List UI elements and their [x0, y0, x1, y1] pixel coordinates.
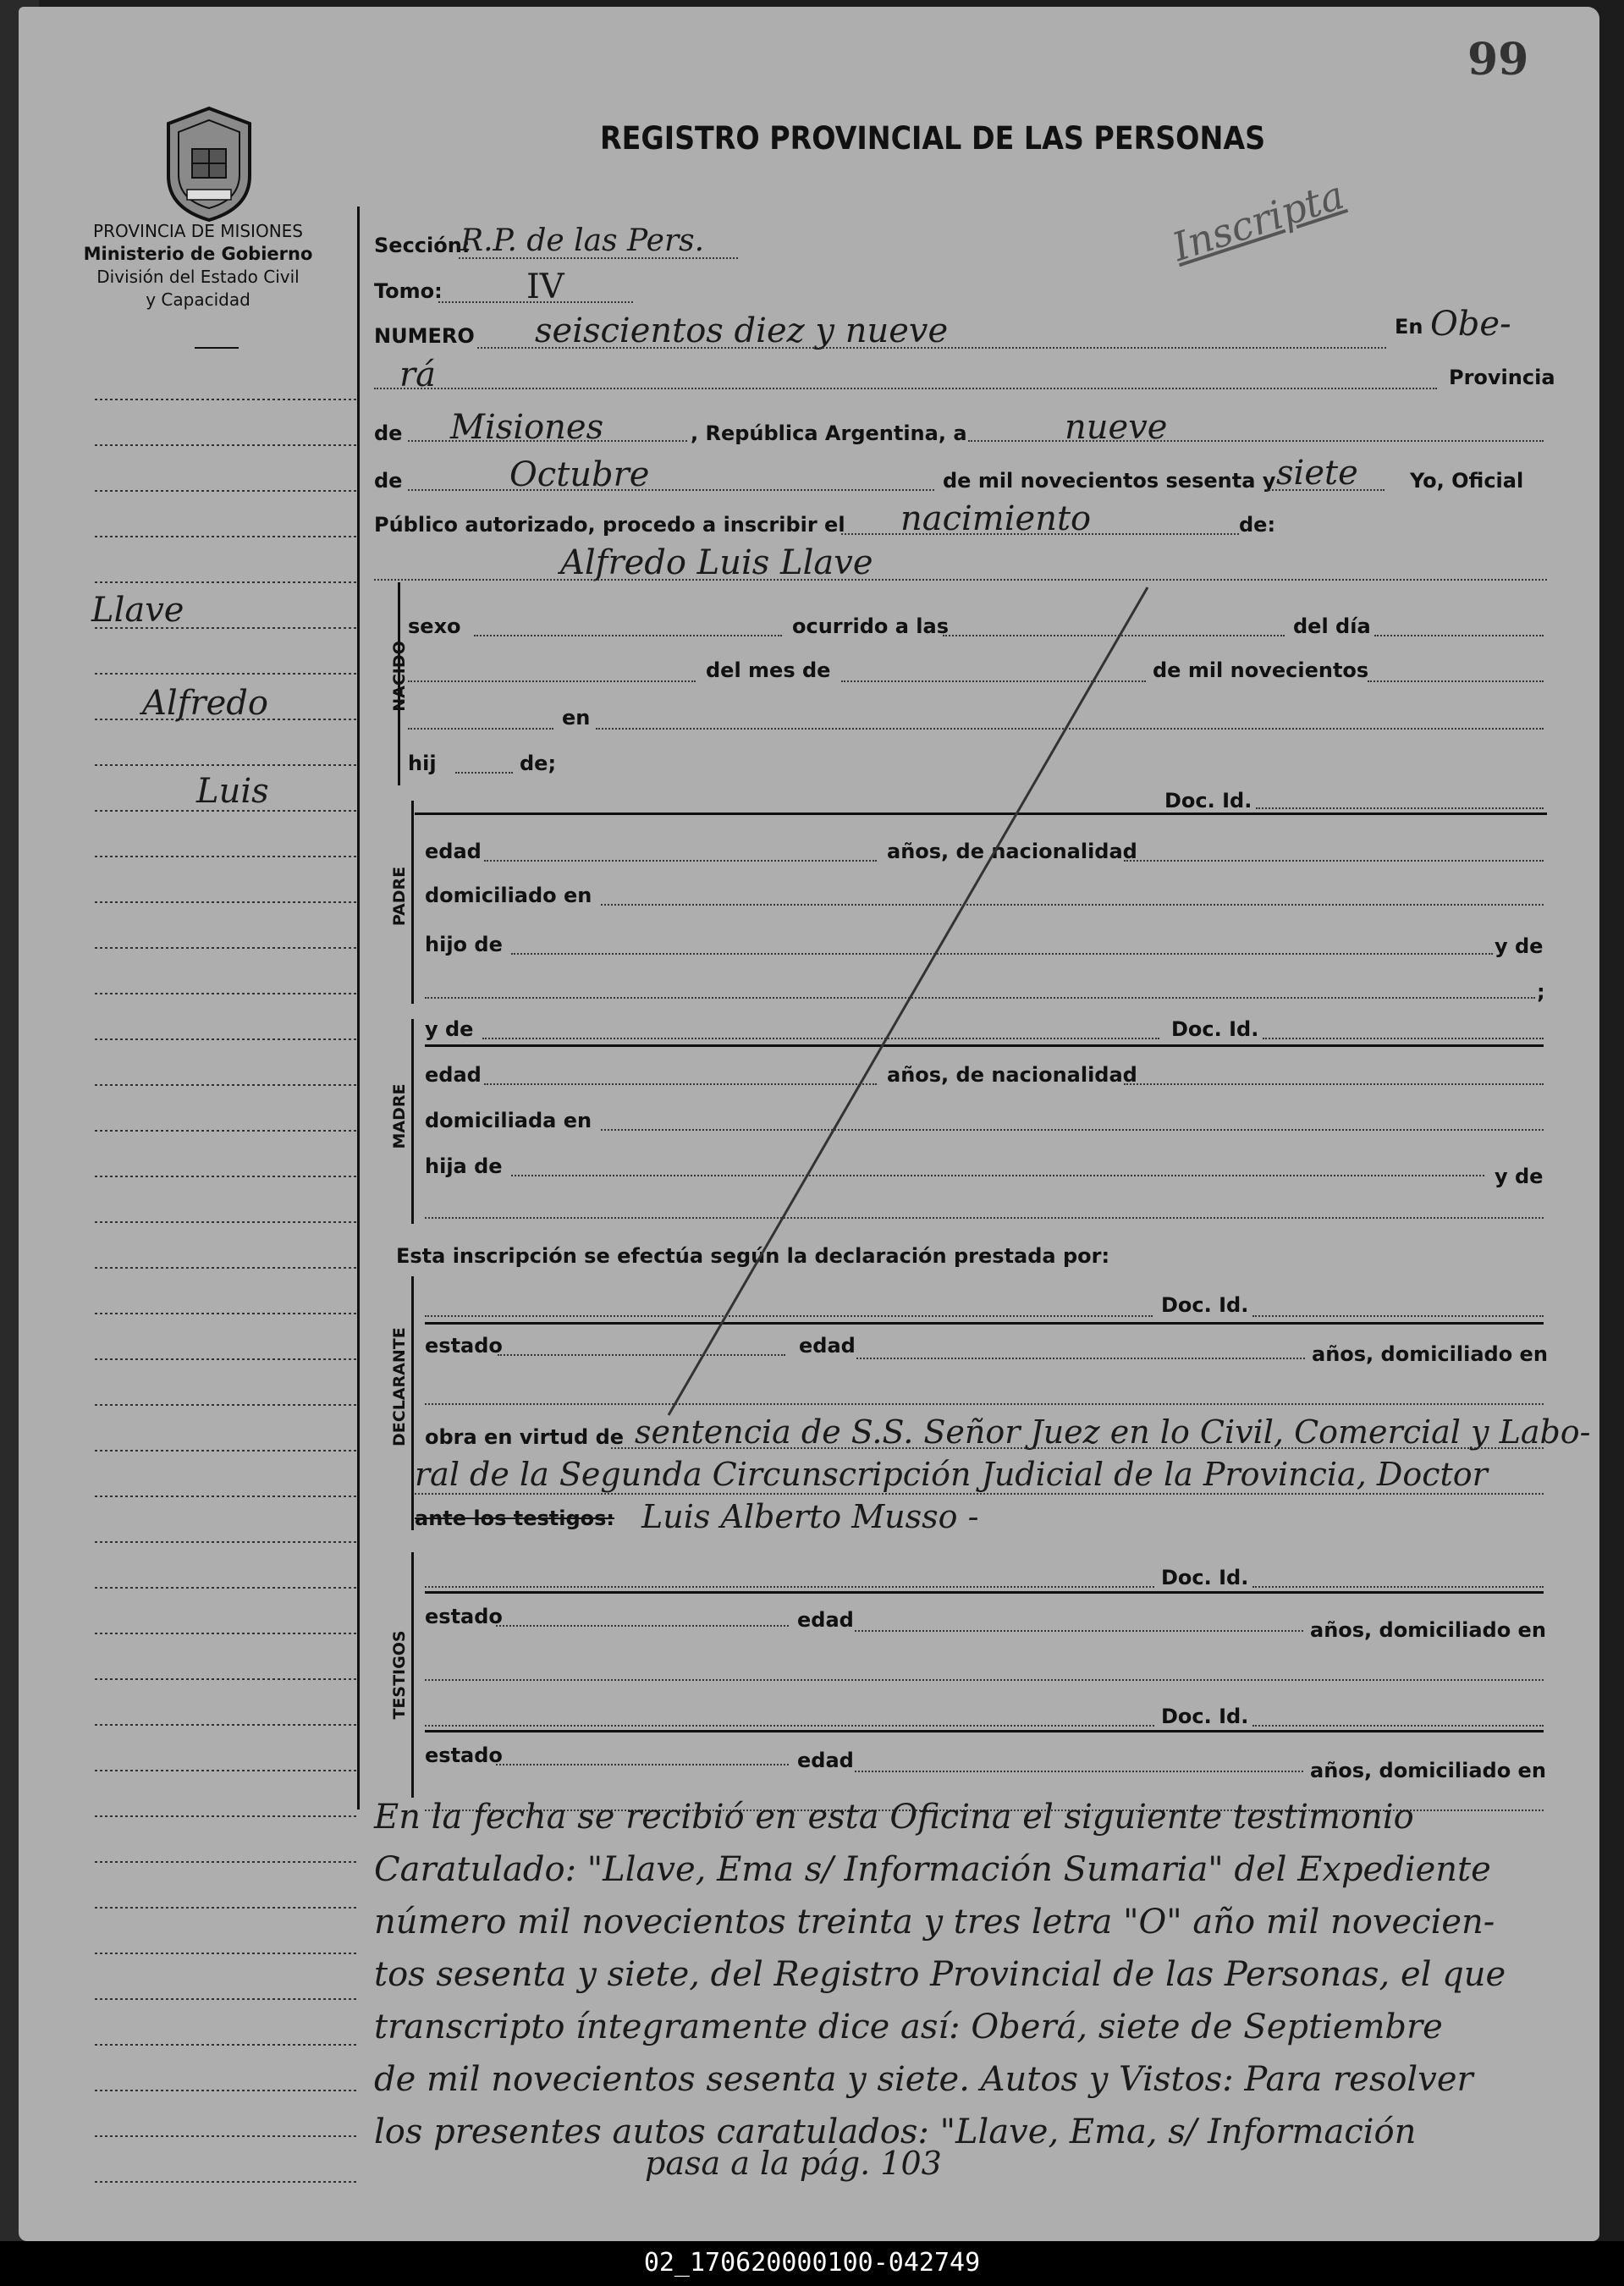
margin-surname: Llave: [91, 591, 184, 630]
mes-value: Octubre: [509, 455, 650, 494]
en-value: Obe-: [1430, 305, 1511, 344]
testigo2-edad-label: edad: [797, 1749, 854, 1772]
acto-de-label: de:: [1239, 513, 1276, 537]
note-line-2: Caratulado: "Llave, Ema s/ Información Sumaria" del Expediente: [374, 1850, 1491, 1889]
de-hij-label: de;: [520, 752, 557, 775]
testigo1-estado-label: estado: [425, 1605, 503, 1628]
scan-footer: [0, 2241, 1624, 2286]
testigo2-anios-label: años, domiciliado en: [1310, 1759, 1546, 1782]
ministry-name: Ministerio de Gobierno: [83, 244, 313, 264]
publico-label: Público autorizado, procedo a inscribir el: [374, 513, 845, 537]
madre-y-de-label-2: y de: [1495, 1165, 1544, 1188]
padre-domicilio-label: domiciliado en: [425, 884, 592, 907]
de-label-2: de: [374, 469, 403, 493]
margin-middle-name: Luis: [196, 772, 269, 811]
inscripta-stamp: Inscripta: [1166, 171, 1350, 271]
declarante-anios-label: años, domiciliado en: [1312, 1342, 1548, 1366]
padre-y-de-label: y de: [1495, 934, 1544, 958]
declaracion-intro: Esta inscripción se efectúa según la declaración prestada por:: [396, 1244, 1110, 1268]
note-line-6: de mil novecientos sesenta y siete. Autos y Vistos: Para resolver: [374, 2060, 1473, 2099]
padre-section-label: PADRE: [390, 866, 409, 927]
seccion-label: Sección:: [374, 234, 471, 257]
madre-domicilio-label: domiciliada en: [425, 1109, 592, 1132]
acto-value: nacimiento: [900, 499, 1092, 538]
register-page: [19, 7, 1599, 2241]
provincia-label: Provincia: [1449, 366, 1555, 389]
en-nac-label: en: [562, 706, 591, 730]
de-mil-label: de mil novecientos: [1153, 658, 1369, 682]
ocurrido-label: ocurrido a las: [792, 614, 949, 638]
continuation-note: pasa a la pág. 103: [645, 2145, 942, 2182]
division-name-2: y Capacidad: [146, 289, 250, 310]
obra-line-1: sentencia de S.S. Señor Juez en lo Civil, Comercial y Labo-: [635, 1413, 1591, 1451]
note-line-7: los presentes autos caratulados: "Llave, Ema, s/ Información: [374, 2112, 1417, 2151]
del-dia-label: del día: [1293, 614, 1371, 638]
testigo1-doc-label: Doc. Id.: [1161, 1566, 1249, 1589]
testigo1-anios-label: años, domiciliado en: [1310, 1618, 1546, 1642]
testigos-value: Luis Alberto Musso -: [641, 1498, 979, 1535]
del-mes-label: del mes de: [706, 658, 831, 682]
testigos-section-label: TESTIGOS: [390, 1630, 409, 1720]
division-name: División del Estado Civil: [96, 267, 300, 287]
note-line-5: transcripto íntegramente dice así: Oberá, siete de Septiembre: [374, 2008, 1443, 2046]
madre-section-label: MADRE: [390, 1083, 409, 1149]
hij-label: hij: [408, 752, 437, 775]
anio-label: de mil novecientos sesenta y: [943, 469, 1276, 493]
oficial-label: Yo, Oficial: [1410, 469, 1524, 493]
dia-value: nueve: [1065, 408, 1168, 447]
nombre-value: Alfredo Luis Llave: [560, 543, 873, 582]
testigos-label: ante los testigos:: [415, 1507, 615, 1530]
obra-line-2: ral de la Segunda Circunscripción Judicial de la Provincia, Doctor: [415, 1456, 1488, 1493]
testigo2-estado-label: estado: [425, 1743, 503, 1767]
padre-doc-label: Doc. Id.: [1164, 789, 1252, 812]
madre-doc-label: Doc. Id.: [1171, 1017, 1259, 1041]
republica-label: , República Argentina, a: [691, 421, 967, 445]
sexo-label: sexo: [408, 614, 461, 638]
declarante-edad-label: edad: [799, 1334, 856, 1358]
provincia-value: Misiones: [450, 408, 604, 447]
madre-y-de-label: y de: [425, 1017, 474, 1041]
padre-hijo-label: hijo de: [425, 933, 503, 956]
tomo-label: Tomo:: [374, 279, 443, 303]
declarante-doc-label: Doc. Id.: [1161, 1293, 1249, 1317]
madre-nacionalidad-label: años, de nacionalidad: [887, 1063, 1137, 1087]
scan-id: 02_170620000100-042749: [643, 2248, 981, 2278]
testigo2-doc-label: Doc. Id.: [1161, 1705, 1249, 1728]
note-line-3: número mil novecientos treinta y tres letra "O" año mil novecien-: [374, 1903, 1495, 1942]
numero-label: NUMERO: [374, 324, 475, 348]
declarante-section-label: DECLARANTE: [390, 1327, 409, 1446]
padre-nacionalidad-label: años, de nacionalidad: [887, 840, 1137, 863]
seccion-value: R.P. de las Pers.: [460, 223, 705, 258]
margin-first-name: Alfredo: [142, 684, 268, 723]
declarante-estado-label: estado: [425, 1334, 503, 1358]
anio-value: siete: [1276, 454, 1358, 493]
province-name: PROVINCIA DE MISIONES: [93, 221, 303, 241]
obra-label: obra en virtud de: [425, 1425, 625, 1449]
madre-edad-label: edad: [425, 1063, 482, 1087]
page-number: 99: [1467, 34, 1529, 85]
register-title: REGISTRO PROVINCIAL DE LAS PERSONAS: [600, 120, 1266, 157]
testigo1-edad-label: edad: [797, 1608, 854, 1632]
de-label: de: [374, 421, 403, 445]
note-line-1: En la fecha se recibió en esta Oficina el siguiente testimonio: [374, 1798, 1414, 1837]
padre-semicolon: ;: [1537, 980, 1545, 1004]
nacido-section-label: NACIDO: [390, 641, 409, 712]
note-line-4: tos sesenta y siete, del Registro Provincial de las Personas, el que: [374, 1955, 1506, 1994]
en-value-cont: rá: [399, 355, 436, 394]
madre-hija-label: hija de: [425, 1154, 503, 1178]
tomo-value: IV: [526, 267, 564, 306]
en-label: En: [1395, 315, 1423, 339]
padre-edad-label: edad: [425, 840, 482, 863]
numero-value: seiscientos diez y nueve: [535, 311, 949, 350]
